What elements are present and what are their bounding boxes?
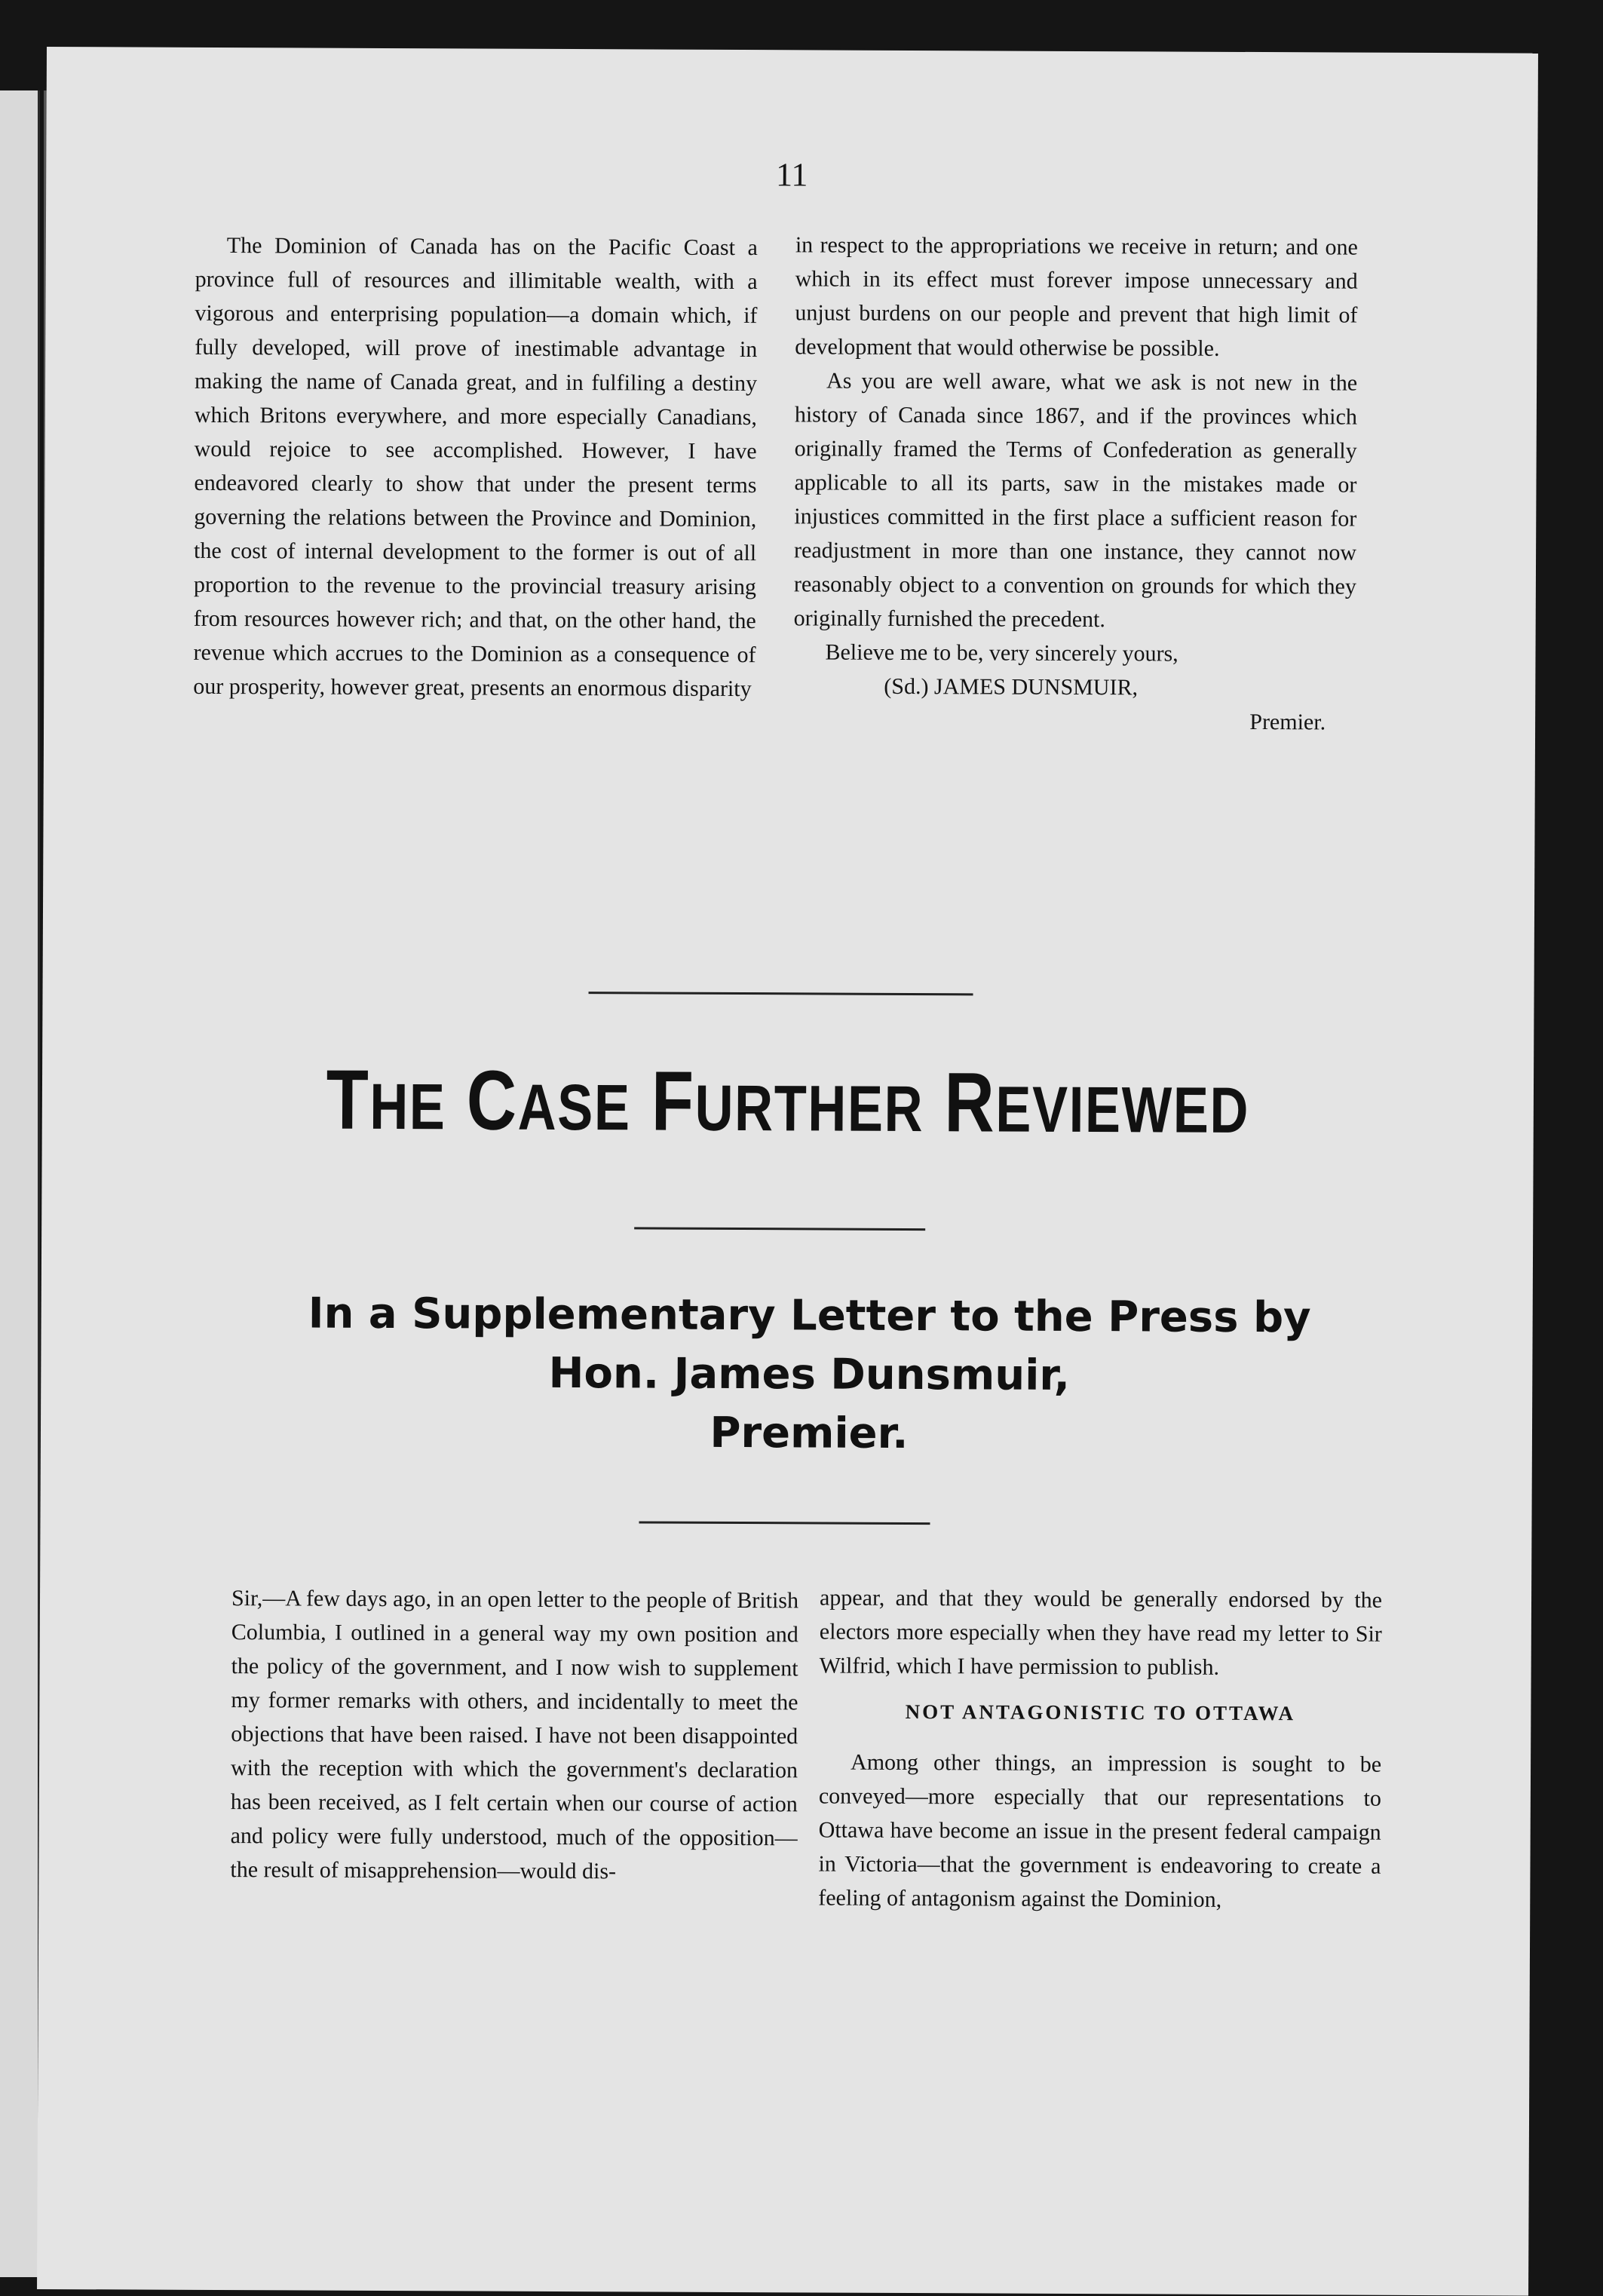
closing-line: Believe me to be, very sincerely yours,: [825, 639, 1178, 667]
section-subheading: NOT ANTAGONISTIC TO OTTAWA: [905, 1700, 1296, 1725]
paragraph: appear, and that they would be generally endorsed by the electors more especially when they have read my letter to Sir Wilfrid, which I have permission to publish.: [819, 1585, 1383, 1680]
subtitle-line: In a Supplementary Letter to the Press by: [308, 1289, 1311, 1343]
headline: [176, 1050, 1400, 1153]
headline-smallcaps: EVIEWED: [995, 1073, 1250, 1147]
paragraph: The Dominion of Canada has on the Pacific Coast a province full of resources and illimitable wealth, with a vigorous and enterprising population—a domain which, if fully developed, will prove of inestimable advantage in making the name of Canada great, and in fulfiling a destiny which Britons everywhere, and more especially Canadians, would rejoice to see accomplished. However, I have endeavored clearly to show that under the present terms governing the relations between the Province and Dominion, the cost of internal development to the former is out of all proportion to the revenue to the provincial treasury arising from resources however rich; and that, on the other hand, the revenue which accrues to the Dominion as a consequence of our prosperity, however great, presents an enormous disparity: [193, 233, 758, 702]
document-page: [37, 47, 1538, 2296]
headline-letter: T: [326, 1052, 370, 1147]
signature-line: (Sd.) JAMES DUNSMUIR,: [884, 673, 1139, 700]
signer-title: Premier.: [1249, 709, 1326, 735]
divider-rule: [634, 1227, 925, 1231]
page-number: 11: [775, 156, 808, 194]
headline-letter: R: [944, 1055, 996, 1150]
letter-right-column: [818, 1580, 1382, 1917]
top-left-column: [193, 228, 758, 706]
headline-smallcaps: HE: [369, 1070, 446, 1144]
divider-rule: [589, 992, 973, 995]
subtitle-line: Hon. James Dunsmuir,: [548, 1348, 1071, 1400]
paragraph: Sir,—A few days ago, in an open letter to the people of British Columbia, I outlined in a general way my own position and the policy of the government, and I now wish to supplement my former remarks with others, and incidentally to meet the objections that have been raised. I have not been disappointed with the reception with which the government's declaration has been received, as I felt certain when our course of action and policy were fully understood, much of the opposition—the result of misapprehension—would dis-: [230, 1586, 799, 1884]
headline-smallcaps: ASE: [517, 1071, 631, 1145]
paragraph: in respect to the appropriations we receive in return; and one which in its effect must forever impose unnecessary and unjust burdens on our people and prevent that high limit of development that would otherwise be possible.: [795, 232, 1358, 361]
paragraph: As you are well aware, what we ask is not new in the history of Canada since 1867, and if the provinces which originally framed the Terms of Confederation as generally applicable to all its parts, saw in the mistakes made or injustices committed in the first place a sufficient reason for readjustment in more than one instance, they cannot now reasonably object to a convention on grounds for which they originally furnished the precedent.: [793, 368, 1358, 633]
subtitle-line: Premier.: [710, 1408, 909, 1459]
headline-smallcaps: URTHER: [694, 1071, 924, 1146]
top-right-column: [793, 228, 1358, 739]
paragraph: Among other things, an impression is sought to be conveyed—more especially that our representations to Ottawa have become an issue in the present federal campaign in Victoria—that the government is endeavoring to create a feeling of antagonism against the Dominion,: [818, 1749, 1382, 1912]
headline-letter: F: [651, 1053, 695, 1148]
letter-left-column: [230, 1581, 798, 1889]
headline-letter: C: [466, 1053, 519, 1148]
facing-page-edge: [0, 90, 40, 2277]
subtitle: [131, 1284, 1488, 1467]
divider-rule: [639, 1521, 930, 1525]
